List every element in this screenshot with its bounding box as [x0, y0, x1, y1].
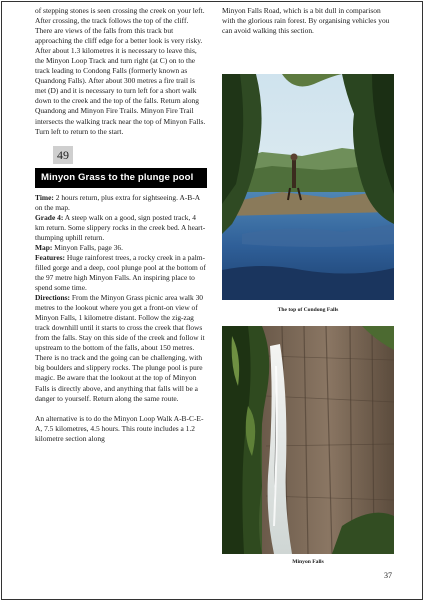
walk-details [35, 193, 207, 404]
time-text: 2 hours return, plus extra for sightseeing. A-B-A on the map. [35, 192, 200, 212]
directions-text: From the Minyon Grass picnic area walk 30 metres to the lookout where you get a front-on view of Minyon Falls, 1 kilometre distant. Follow the zig-zag track downhill until it starts to cross the creek that flows from the falls. Stay on this side of the creek and follow it upstream to the bottom of the falls, about 150 metres. There is no track and the going can be challenging, with big boulders and slippery rocks. The plunge pool is pure magic. Be aware that the lookout at the top of Minyon Falls is directly above, and anything that falls will be a danger to yourself. Return along the same route. [35, 293, 205, 403]
alternative-paragraph: An alternative is to do the Minyon Loop Walk A-B-C-E-A, 7.5 kilometres, 4.5 hours. This route includes a 1.2 kilometre section along [35, 413, 204, 443]
minyon-falls-caption: Minyon Falls [292, 559, 324, 565]
features-text: Huge rainforest trees, a rocky creek in a palm-filled gorge and a deep, cool plunge pool at the bottom of the 97 metre high Minyon Falls. An inspiring place to spend some time. [35, 252, 206, 293]
condong-falls-caption: The top of Condong Falls [277, 307, 339, 313]
map-label: Map: [35, 242, 53, 252]
intro-paragraph: of stepping stones is seen crossing the creek on your left. After crossing, the track follows the top of the cliff. There are views of the falls from this track but approaching the cliff edge for a better look is very risky. After about 1.3 kilometres it is necessary to leave this, the Minyon Loop Track and turn right (at C) on to the track leading to Condong Falls (formerly known as Quandong Falls). After about 300 metres a fire trail is met (D) and it is necessary to turn left for a short walk down to the creek and the top of the falls. Return along Quandong and Minyon Fire Trails. Minyon Fire Trail intersects the walking track near the top of Minyon Falls. Turn left to return to the start. [35, 6, 206, 136]
condong-falls-photo [222, 74, 394, 300]
features-label: Features: [35, 252, 66, 262]
directions-label: Directions: [35, 293, 70, 303]
map-text: Minyon Falls, page 36. [54, 242, 124, 252]
grade-detail [35, 213, 207, 243]
left-column [35, 6, 207, 444]
time-detail [35, 193, 207, 213]
right-column [222, 6, 394, 36]
directions-detail [35, 293, 207, 404]
walk-number-badge: 49 [53, 146, 73, 164]
minyon-falls-photo [222, 326, 394, 554]
walk-title-heading: Minyon Grass to the plunge pool [35, 168, 207, 188]
features-detail [35, 253, 207, 293]
right-paragraph: Minyon Falls Road, which is a bit dull in comparison with the glorious rain forest. By organising vehicles you can avoid walking this section. [222, 6, 390, 36]
page-number: 37 [384, 571, 392, 580]
time-label: Time: [35, 192, 54, 202]
map-detail [35, 243, 207, 253]
grade-label: Grade 4: [35, 212, 64, 222]
grade-text: A steep walk on a good, sign posted track, 4 km return. Some slippery rocks in the creek bed. A heart-thumping uphill return. [35, 212, 206, 242]
